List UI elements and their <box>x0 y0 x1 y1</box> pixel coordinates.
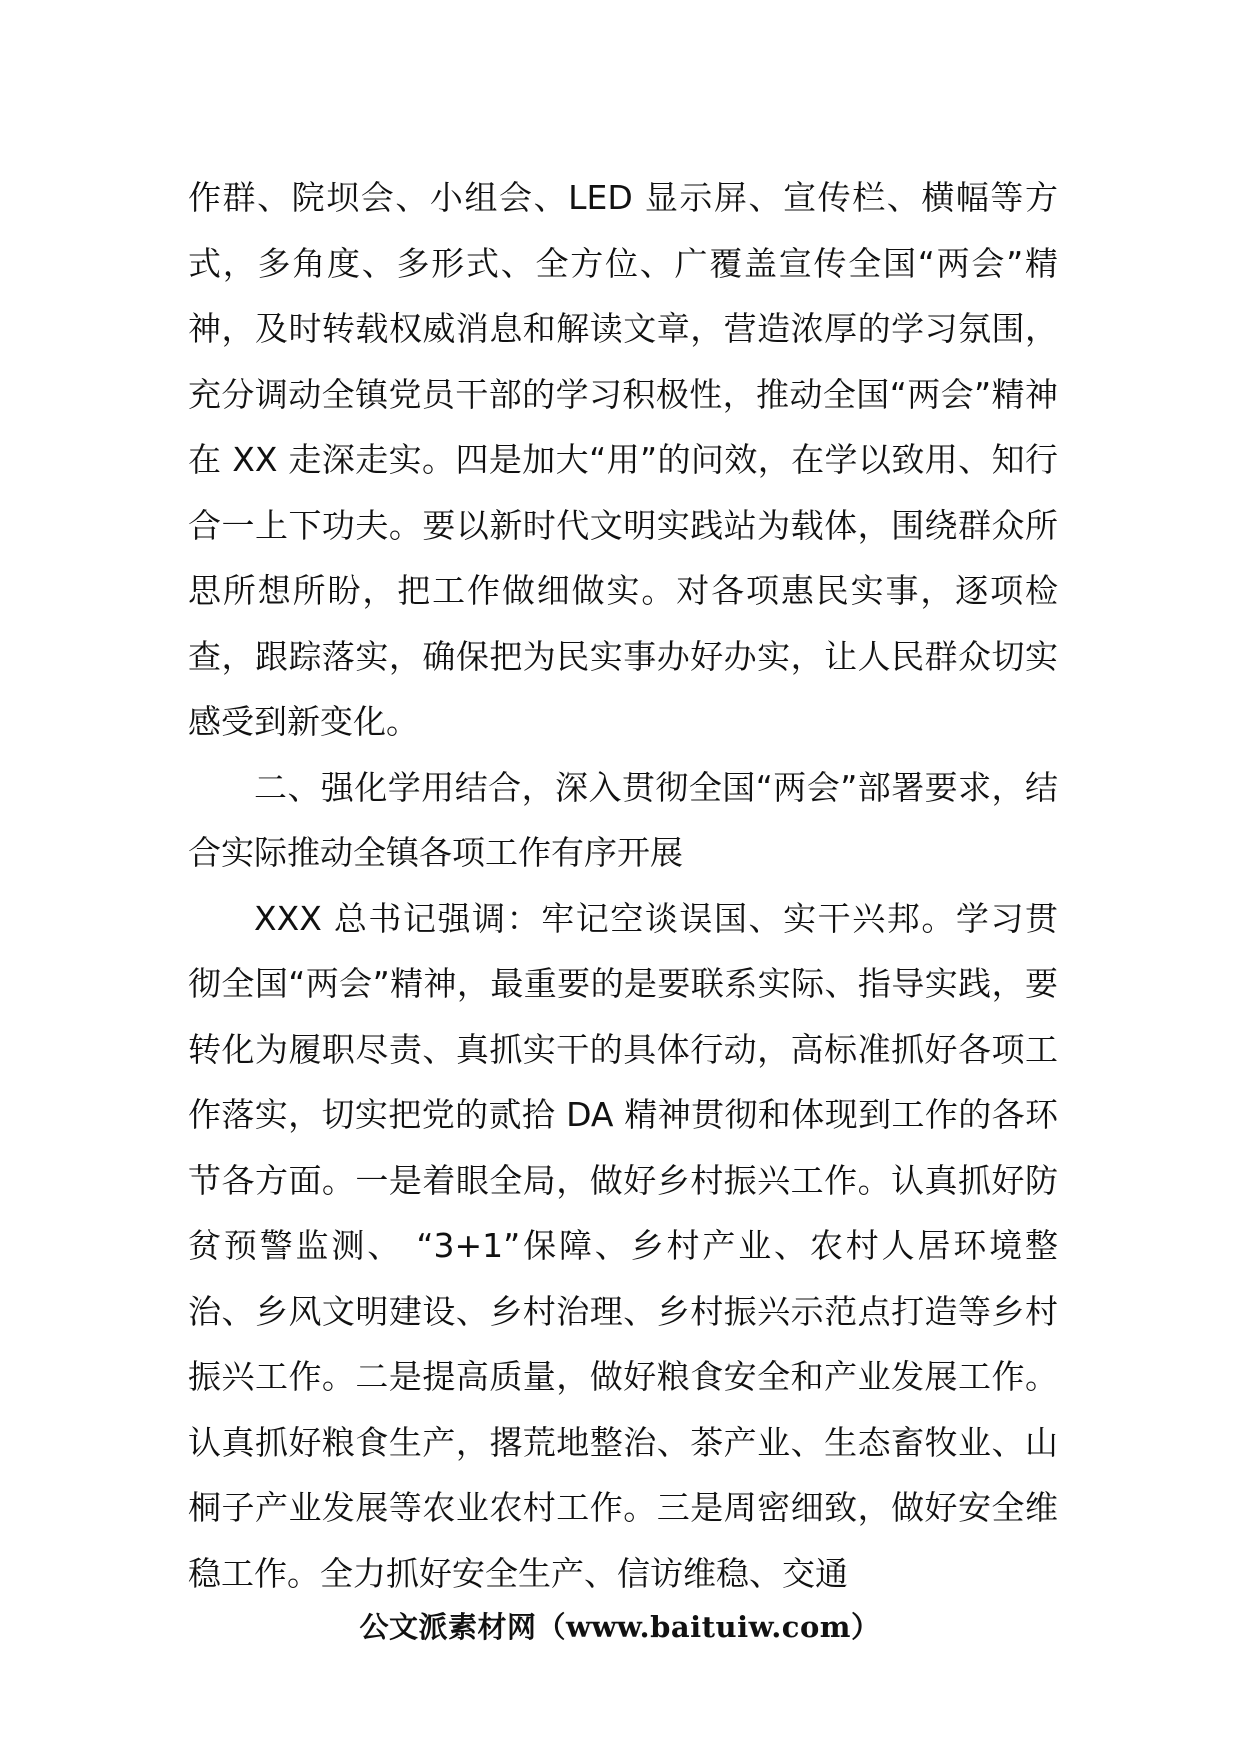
paragraph-continued: 作群、院坝会、小组会、LED 显示屏、宣传栏、横幅等方式，多角度、多形式、全方位、广覆盖宣传全国“两会”精神，及时转载权威消息和解读文章，营造浓厚的学习氛围，充分调动全镇党员干部的学习积极性，推动全国“两会”精神在 XX 走深走实。四是加大“用”的问效，在学以致用、知行合一上下功夫。要以新时代文明实践站为载体，围绕群众所思所想所盼，把工作做细做实。对各项惠民实事，逐项检查，跟踪落实，确保把为民实事办好办实，让人民群众切实感受到新变化。 <box>188 178 1058 741</box>
paragraph: XXX 总书记强调：牢记空谈误国、实干兴邦。学习贯彻全国“两会”精神，最重要的是要联系实际、指导实践，要转化为履职尽责、真抓实干的具体行动，高标准抓好各项工作落实，切实把党的贰拾 DA 精神贯彻和体现到工作的各环节各方面。一是着眼全局，做好乡村振兴工作。认真抓好防贫预警监测、 “3+1”保障、乡村产业、农村人居环境整治、乡风文明建设、乡村治理、乡村振兴示范点打造等乡村振兴工作。二是提高质量，做好粮食安全和产业发展工作。认真抓好粮食生产，撂荒地整治、茶产业、生态畜牧业、山桐子产业发展等农业农村工作。三是周密细致，做好安全维稳工作。全力抓好安全生产、信访维稳、交通 <box>188 898 1058 1593</box>
footer-watermark: 公文派素材网（www.baituiw.com） <box>359 1610 881 1644</box>
section-heading: 二、强化学用结合，深入贯彻全国“两会”部署要求，结合实际推动全镇各项工作有序开展 <box>188 767 1058 872</box>
document-body <box>188 165 1058 1606</box>
